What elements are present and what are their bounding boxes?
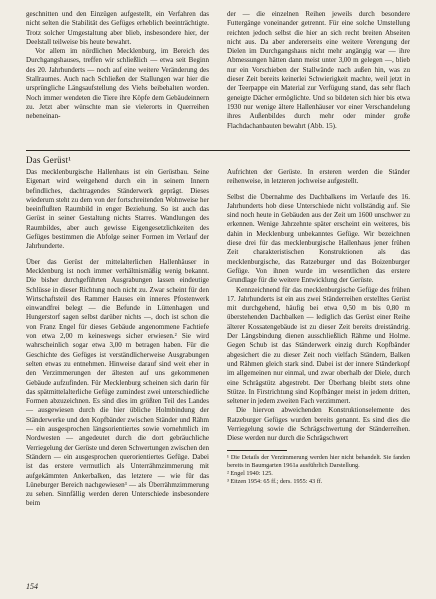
lower-columns (26, 168, 410, 566)
footnote-rule (227, 450, 287, 451)
book-page (26, 10, 410, 595)
paragraph: Selbst die Übernahme des Dachbalkens im Verlaufe des 16. Jahrhunderts hob diese Unterschiede nicht vollständig auf. Sie sind noch heute in Gebäuden aus der Zeit um 1600 unschwer zu erkennen. Wenige Jahrzehnte später erscheint ein weiteres, bis dahin in Mecklenburg unbekanntes Gefüge. Wir bezeichnen diese drei für das mecklenburgische Hallenhaus jener frühen Zeit charakteristischen Konstruktionen als das mecklenburgische, das Ratzeburger und das Boizenburger Gefüge. Von ihnen wurde im wesentlichen das erstere Grundlage für die weitere Entwicklung der Gerüste. (227, 192, 410, 285)
section-heading: Das Gerüst¹ (26, 155, 72, 165)
top-left-column (26, 10, 209, 146)
top-right-column (227, 10, 410, 146)
top-columns (26, 10, 410, 146)
lower-right-column (227, 168, 410, 566)
footnote: ² Engel 1940: 125. (227, 470, 273, 478)
page-number: 154 (26, 582, 38, 591)
paragraph: Das mecklenburgische Hallenhaus ist ein Gerüstbau. Seine Eigenart wird weitgehend durch ein in seinem Innern befindliches, dachtragendes Ständerwerk geprägt. Dieses wiederum steht zu dem von der fortschreitenden Wohnweise her beeinflußten Raumbild in enger Beziehung. So ist auch das Gerüst in seiner Gestaltung nichts Starres. Wandlungen des Raumbildes, aber auch gewisse Eigengesetzlichkeiten des Gefüges bestimmen die Abfolge seiner Formen im Verlauf der Jahrhunderte. (26, 168, 209, 251)
footnote: ¹ Die Details der Verzimmerung werden hier nicht behandelt. Sie fanden bereits in Baumgarten 1961a ausführlich Darstellung. (227, 453, 410, 469)
paragraph: Über das Gerüst der mittelalterlichen Hallenhäuser in Mecklenburg ist noch immer verhältnismäßig wenig bekannt. Die bisher durchgeführten Ausgrabungen lassen eindeutige Schlüsse in dieser Richtung noch nicht zu. Zwar scheint für den Wirtschaftsteil des Rammer Hauses ein inneres Pfostenwerk einwandfrei belegt — die Befunde in Lüttenhagen und Hungerstorf sagen selbst darüber nichts —, doch ist schon die von Franz Engel für dieses Gebäude angenommene Fachtiefe von etwa 2,00 m keineswegs sicher erwiesen.² Sie wird wahrscheinlich sogar etwa 3,00 m betragen haben. Für die Geschichte des Gefüges ist verständlicherweise Ausgrabungen selten etwas zu entnehmen. Hinweise darauf sind weit eher in den Verzimmerungen der ältesten auf uns gekommenen Gebäude aufzufinden. Für Mecklenburg scheinen sich darin für das spätmittelalterliche Gefüge zumindest zwei unterschiedliche Formen abzuzeichnen. Es sind dies im größten Teil des Landes — ausgewiesen durch die hier übliche Holmbindung der Ständerwerke und den Kopfbänder zwischen Ständer und Rähm — ein ausgesprochen längsorientiertes sowie vornehmlich im Nordwesten — angedeutet durch die dort gebräuchliche Verriegelung der Gerüste und deren Schwertungen zwischen den Ständern — ein ausgesprochen querorientiertes Gefüge. Dabei ist das erstere vermutlich als Unterrähmzimmerung mit aufgekämmten Ankerbalken, das letztere — wie für das Lüneburger Bereich nachgewiesen³ — als Überrähmzimmerung zu sehen. Sinnfällig werden deren Unterschiede insbesondere beim (26, 257, 209, 508)
paragraph: Die hiervon abweichenden Konstruktionselemente des Ratzeburger Gefüges wurden bereits genannt. Es sind dies die Verriegelung sowie die Schrägschwertung der Ständerreihen. Diese werden nur durch die Schrägschwert (227, 406, 410, 443)
paragraph: der — die einzelnen Reihen jeweils durch besondere Futtergänge voneinander getrennt. Für eine solche Umstellung reichten jedoch selbst die hier an sich recht breiten Abseiten nicht aus. Da aber andererseits eine weitere Verengung der Dielen im Durchgangshaus nicht mehr angängig war — ihre Abmessungen hätten dann meist unter 3,00 m gelegen —, blieb nur ein Vorschieben der Stallwände nach außen hin, was zu dieser Zeit bereits keinerlei Schwierigkeit machte, weil jetzt in der Teerpappe ein Material zur Verfügung stand, das sehr flach geneigte Dächer ermöglichte. Und so bildeten sich hier bis etwa 1930 nur wenige ältere Hallenhäuser vor einer Verschandelung ihres Außenbildes durch mehr oder minder große Flachdachanbauten bewahrt (Abb. 15). (227, 10, 410, 130)
paragraph: geschnitten und den Einzügen aufgestellt, ein Verfahren das nicht selten die Stabilität des Gefüges erheblich beeinträchtigte. Trotz solcher Umgestaltung aber blieb, insbesondere hier, der Deelstall teilweise bis heute bewahrt. (26, 10, 209, 46)
paragraph: Aufrichten der Gerüste. In ersteren werden die Ständer reihenweise, in letzteren jochweise aufgestellt. (227, 168, 410, 186)
paragraph: Vor allem im nördlichen Mecklenburg, im Bereich des Durchgangshauses, treffen wir schließlich — etwa seit Beginn des 20. Jahrhunderts — noch auf eine weitere Veränderung des Stallraumes. Auch nach Schließen der Stallungen war hier die ursprüngliche Längsaufstellung des Viehs beibehalten worden. Noch immer wendeten die Tiere ihre Köpfe dem Gebäudeinnern zu. Jetzt aber wünschte man sie vielerorts in Querreihen nebeneinan- (26, 47, 209, 121)
paragraph: Kennzeichnend für das mecklenburgische Gefüge des frühen 17. Jahrhunderts ist ein aus zwei Ständerreihen erstelltes Gerüst mit durchgehend, häufig bei etwa 0,50 m bis 0,80 m überstehenden Dachbalken — lediglich das Gerüst einer Reihe älterer Kossatengebäude ist zu dieser Zeit bereits dreiständrig. Der Längsbindung dienen ausschließlich Rähme und Holme. Gegen Schub ist das Ständerwerk einzig durch Kopfbänder abgesichert die zu dieser Zeit noch vielfach Ständern, Balken und Rähmen gleich stark sind. Dabei ist der innere Ständerkopf im allgemeinen nur einmal, und zwar oberhalb der Diele, durch eine Schrägstütz abgestrebt. Der Überhang bleibt stets ohne Stütze. In Firstrichtung sind Kopfbänger meist in jedem dritten, seltener in jedem zweiten Fach verzimmert. (227, 285, 410, 406)
footnote: ³ Eitzen 1954: 65 ff.; ders. 1955: 43 ff. (227, 478, 323, 486)
lower-left-column (26, 168, 209, 566)
section-divider (26, 150, 410, 151)
